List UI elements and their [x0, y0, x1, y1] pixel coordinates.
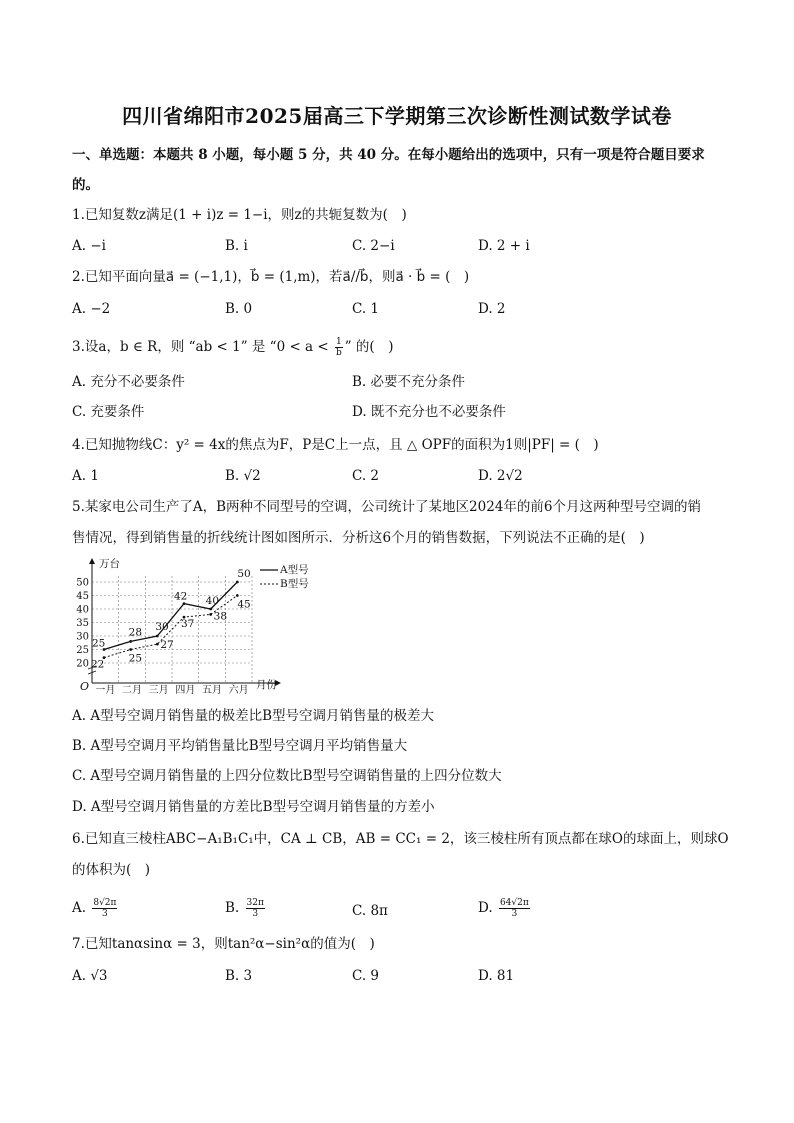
- data-point: [236, 581, 239, 584]
- q1-option-b: B. i: [225, 238, 248, 254]
- data-label: 27: [160, 639, 174, 652]
- x-tick-label: 四月: [175, 685, 196, 696]
- y-tick-label: 20: [76, 658, 89, 670]
- data-label: 40: [205, 595, 220, 607]
- q4-option-b: B. √2: [225, 468, 261, 484]
- x-tick-label: 三月: [148, 685, 169, 696]
- q2-option-b: B. 0: [225, 301, 253, 317]
- question-6: 6.已知直三棱柱ABC−A₁B₁C₁中，CA ⊥ CB，AB = CC₁ = 2，该三棱柱所有顶点都在球O的球面上，则球O: [72, 831, 729, 847]
- q6-option-c: C. 8π: [352, 903, 388, 919]
- y-tick-label: 45: [76, 591, 89, 602]
- question-5: 5.某家电公司生产了A，B两种不同型号的空调，公司统计了某地区2024年的前6个月这两种型号空调的销: [72, 499, 702, 515]
- x-tick-label: 一月: [95, 685, 116, 696]
- x-axis-label: 月份: [256, 679, 277, 691]
- q2-option-a: A. −2: [72, 301, 111, 317]
- q1-option-c: C. 2−i: [352, 238, 395, 254]
- q7-option-b: B. 3: [225, 968, 253, 984]
- y-tick-label: 35: [76, 618, 89, 629]
- data-point: [236, 594, 239, 597]
- data-label: 42: [174, 590, 188, 603]
- data-point: [183, 602, 186, 605]
- data-point: [209, 608, 212, 611]
- q6-option-d: D. $\frac{64√2\pi}{3}$: [478, 898, 529, 919]
- q5-option-c: C. A型号空调月销售量的上四分位数比B型号空调销售量的上四分位数大: [72, 768, 502, 784]
- data-point: [129, 648, 132, 651]
- page-title: 四川省绵阳市2025届高三下学期第三次诊断性测试数学试卷: [122, 104, 672, 128]
- data-label: 28: [128, 626, 143, 639]
- y-tick-label: 50: [76, 577, 89, 589]
- x-tick-label: 二月: [122, 685, 142, 696]
- x-tick-label: 六月: [228, 685, 249, 696]
- x-tick-label: 五月: [202, 685, 222, 696]
- q1-option-d: D. 2 + i: [478, 238, 530, 254]
- q3-option-c: C. 充要条件: [72, 404, 145, 420]
- q4-option-c: C. 2: [352, 468, 380, 484]
- section-heading: 一、单选题：本题共 8 小题，每小题 5 分，共 40 分。在每小题给出的选项中，只有一项是符合题目要求: [72, 147, 705, 163]
- data-label: 38: [213, 610, 228, 623]
- question-4: 4.已知抛物线C：y² = 4x的焦点为F，P是C上一点，且 △ OPF的面积为1则|PF| = ( ): [72, 437, 599, 453]
- y-tick-label: 40: [76, 604, 89, 616]
- q3-option-d: D. 既不充分也不必要条件: [352, 404, 506, 420]
- data-point: [129, 640, 132, 643]
- data-point: [156, 635, 159, 638]
- data-label: 25: [128, 652, 143, 665]
- data-label: 25: [92, 637, 106, 650]
- data-point: [209, 613, 212, 616]
- sales-line-chart: [70, 555, 330, 697]
- data-label: 30: [155, 621, 169, 633]
- q6-option-b: B. $\frac{32\pi}{3}$: [225, 898, 264, 919]
- question-5-cont: 售情况，得到销售量的折线统计图如图所示．分析这6个月的销售数据，下列说法不正确的是( ): [72, 530, 645, 546]
- legend-label-b: B型号: [280, 578, 309, 590]
- data-point: [156, 643, 159, 646]
- question-6-cont: 的体积为( ): [72, 862, 151, 878]
- q7-option-c: C. 9: [352, 968, 380, 984]
- question-2: 2.已知平面向量a⃗ = (−1,1)，b⃗ = (1,m)，若a⃗//b⃗，则a⃗ · b⃗ = ( ): [72, 269, 470, 285]
- q2-option-c: C. 1: [352, 301, 380, 317]
- q5-option-a: A. A型号空调月销售量的极差比B型号空调月销售量的极差大: [72, 708, 435, 724]
- data-label: 37: [181, 618, 195, 631]
- origin-label: O: [80, 680, 90, 693]
- y-tick-label: 25: [76, 645, 89, 656]
- q5-option-d: D. A型号空调月销售量的方差比B型号空调月销售量的方差小: [72, 799, 435, 815]
- q6-option-a: A. $\frac{8√2\pi}{3}$: [72, 898, 117, 919]
- section-heading-cont: 的。: [72, 177, 99, 193]
- question-3: 3.设a，b ∈ R，则 “ab < 1” 是 “0 < a < $\frac{1}{b}$ ” 的( ): [72, 337, 394, 358]
- q7-option-a: A. √3: [72, 968, 108, 984]
- q3-option-a: A. 充分不必要条件: [72, 374, 185, 390]
- q2-option-d: D. 2: [478, 301, 506, 317]
- q4-option-d: D. 2√2: [478, 468, 523, 484]
- legend-label-a: A型号: [280, 564, 309, 576]
- fraction: $\frac{1}{b}$: [335, 337, 342, 358]
- q1-option-a: A. −i: [72, 238, 106, 254]
- data-label: 50: [237, 568, 251, 580]
- q7-option-d: D. 81: [478, 968, 515, 984]
- data-label: 22: [91, 658, 105, 671]
- q4-option-a: A. 1: [72, 468, 99, 484]
- y-axis-label: 万台: [99, 558, 120, 570]
- question-7: 7.已知tanαsinα = 3，则tan²α−sin²α的值为( ): [72, 936, 375, 952]
- y-tick-label: 30: [76, 631, 89, 643]
- q5-option-b: B. A型号空调月平均销售量比B型号空调月平均销售量大: [72, 738, 408, 754]
- q3-option-b: B. 必要不充分条件: [352, 374, 466, 390]
- data-label: 45: [237, 598, 251, 611]
- question-1: 1.已知复数z满足(1 + i)z = 1−i，则z的共轭复数为( ): [72, 207, 407, 223]
- y-axis-arrow: [89, 558, 95, 564]
